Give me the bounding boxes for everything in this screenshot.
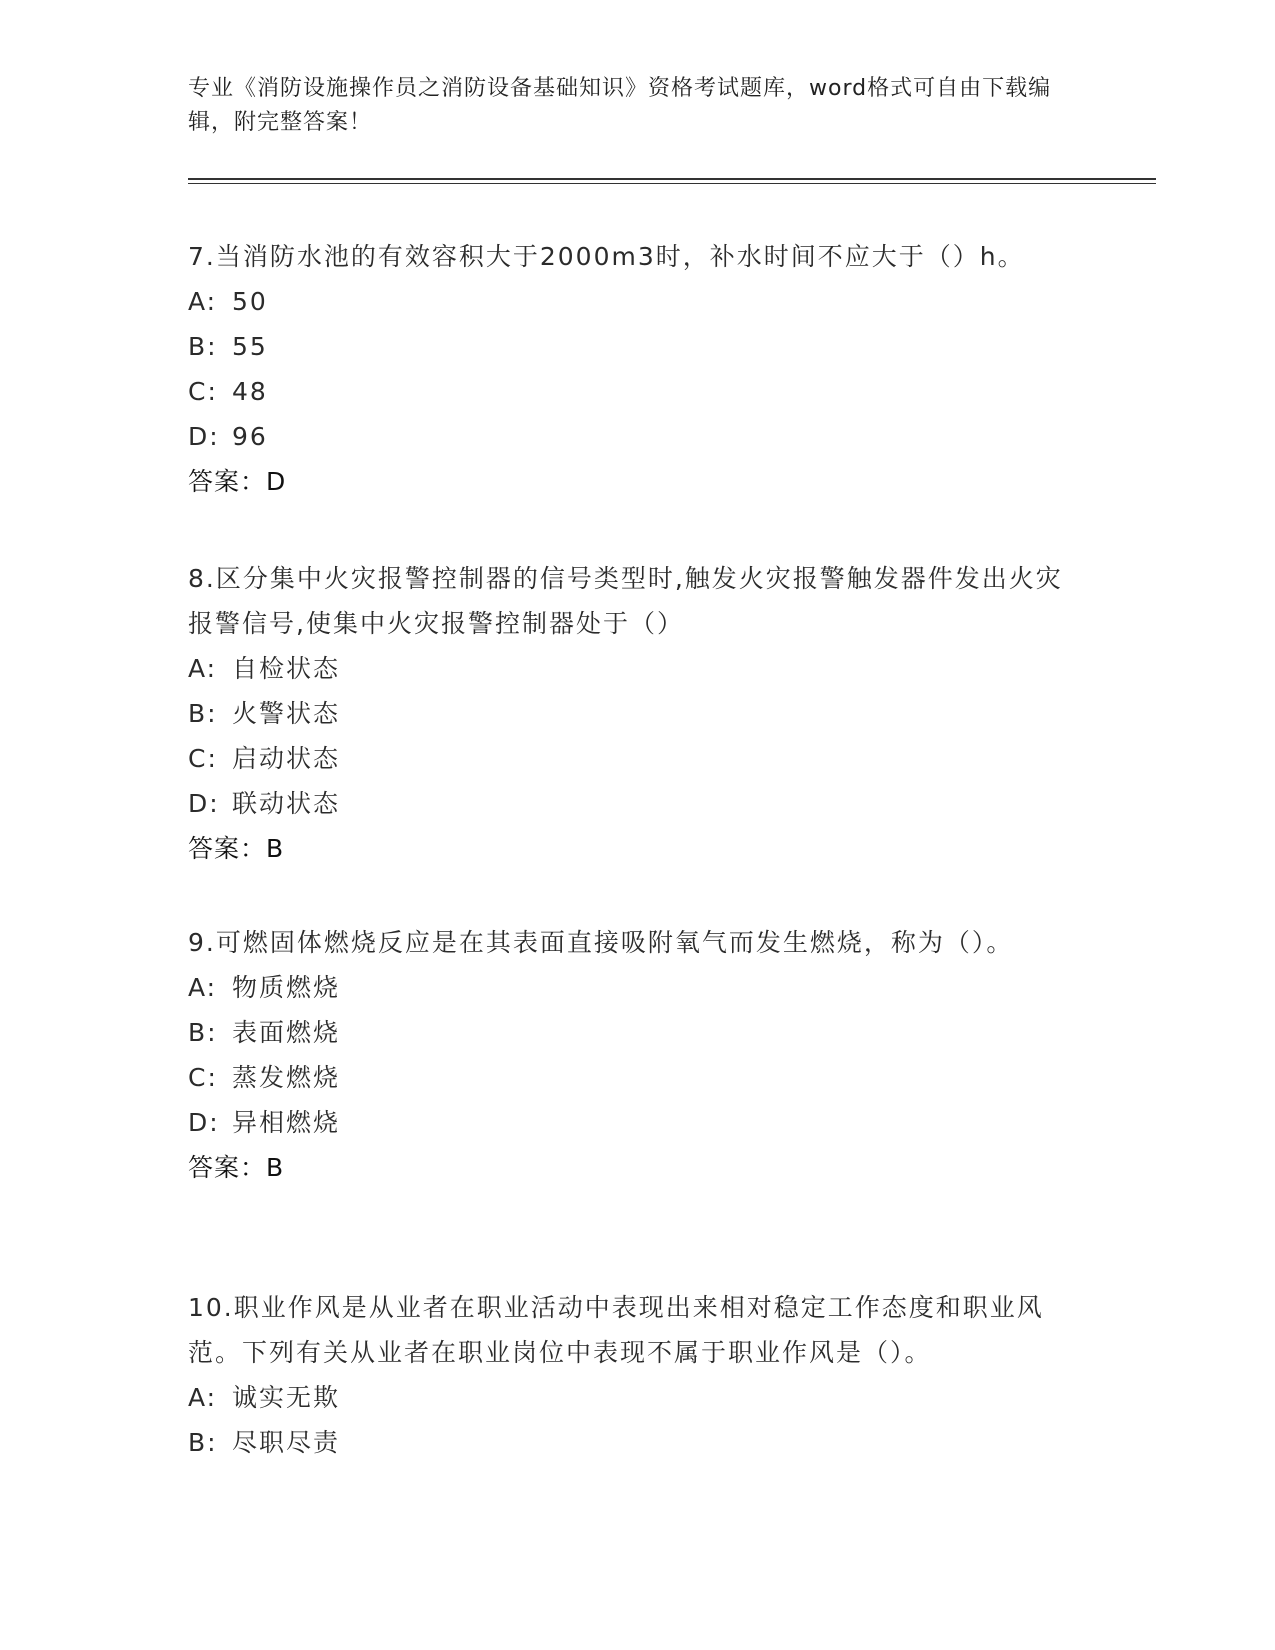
header-divider-thin [188, 183, 1156, 184]
question-stem: 7.当消防水池的有效容积大于2000m3时，补水时间不应大于（）h。 [188, 242, 1025, 271]
option-text: 启动状态 [232, 744, 341, 773]
option-text: 55 [232, 332, 268, 361]
question-stem: 9.可燃固体燃烧反应是在其表面直接吸附氧气而发生燃烧，称为（）。 [188, 928, 1014, 957]
question-stem: 10.职业作风是从业者在职业活动中表现出来相对稳定工作态度和职业风范。下列有关从业者在职业岗位中表现不属于职业作风是（）。 [188, 1293, 1044, 1367]
option-b [188, 1010, 1088, 1055]
option-a [188, 279, 1088, 324]
option-text: 火警状态 [232, 699, 341, 728]
option-letter: B: [188, 1018, 218, 1047]
option-letter: D: [188, 1108, 220, 1137]
answer-line: 答案：B [188, 1153, 285, 1182]
option-text: 50 [232, 287, 268, 316]
option-text: 异相燃烧 [232, 1108, 341, 1137]
option-c [188, 1055, 1088, 1100]
option-b [188, 691, 1088, 736]
option-letter: A: [188, 654, 218, 683]
option-text: 自检状态 [232, 654, 341, 683]
answer-line: 答案：D [188, 467, 287, 496]
option-text: 96 [232, 422, 268, 451]
option-text: 物质燃烧 [232, 973, 341, 1002]
option-letter: C: [188, 377, 218, 406]
option-b [188, 1420, 1088, 1465]
question-8 [188, 556, 1088, 871]
option-letter: A: [188, 973, 218, 1002]
option-letter: C: [188, 744, 218, 773]
option-text: 表面燃烧 [232, 1018, 341, 1047]
option-b [188, 324, 1088, 369]
question-stem: 8.区分集中火灾报警控制器的信号类型时,触发火灾报警触发器件发出火灾报警信号,使集中火灾报警控制器处于（） [188, 564, 1063, 638]
option-letter: A: [188, 1383, 218, 1412]
option-a [188, 1375, 1088, 1420]
option-d [188, 1100, 1088, 1145]
option-letter: D: [188, 789, 220, 818]
option-d [188, 414, 1088, 459]
option-text: 诚实无欺 [232, 1383, 341, 1412]
document-header: 专业《消防设施操作员之消防设备基础知识》资格考试题库，word格式可自由下载编辑，附完整答案！ [188, 76, 1052, 135]
option-text: 48 [232, 377, 268, 406]
answer-line: 答案：B [188, 834, 285, 863]
option-text: 尽职尽责 [232, 1428, 341, 1457]
header-divider-thick [188, 178, 1156, 180]
option-a [188, 646, 1088, 691]
option-letter: A: [188, 287, 218, 316]
option-letter: C: [188, 1063, 218, 1092]
option-a [188, 965, 1088, 1010]
option-letter: D: [188, 422, 220, 451]
option-letter: B: [188, 699, 218, 728]
question-10 [188, 1285, 1088, 1465]
option-text: 蒸发燃烧 [232, 1063, 341, 1092]
option-d [188, 781, 1088, 826]
question-9 [188, 920, 1088, 1190]
option-c [188, 736, 1088, 781]
option-c [188, 369, 1088, 414]
option-letter: B: [188, 1428, 218, 1457]
option-letter: B: [188, 332, 218, 361]
question-7 [188, 234, 1088, 504]
option-text: 联动状态 [232, 789, 341, 818]
